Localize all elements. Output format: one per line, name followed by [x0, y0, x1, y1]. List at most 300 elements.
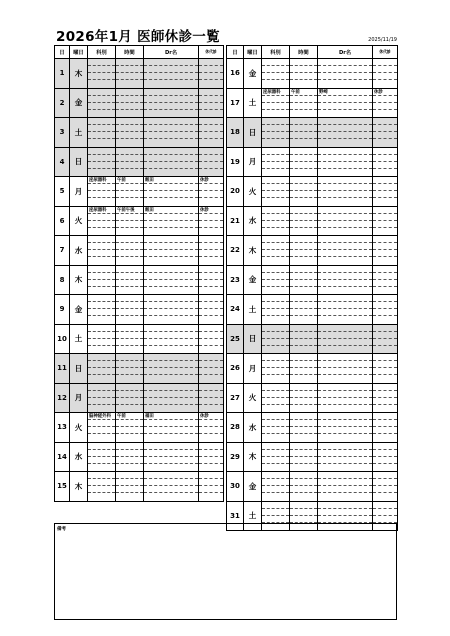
dept-cell[interactable]: [262, 354, 290, 384]
entry-line: [318, 346, 372, 353]
entry-line: [318, 472, 372, 479]
dept-cell[interactable]: [262, 324, 290, 354]
weekday: 金: [70, 88, 88, 118]
entry-line: [88, 405, 115, 412]
entry-line: [199, 73, 223, 80]
entry-line: [88, 316, 115, 323]
entry-line: [116, 391, 143, 398]
entry-line: [199, 346, 223, 353]
time-cell[interactable]: [290, 472, 318, 502]
entry-line: [144, 169, 198, 176]
day-row: [55, 206, 224, 236]
entry-line: [144, 457, 198, 464]
dept-cell[interactable]: [262, 59, 290, 89]
entry-line: [144, 332, 198, 339]
entry-line: [318, 398, 372, 405]
entry-line: [144, 450, 198, 457]
doctor-cell[interactable]: [144, 177, 199, 207]
doctor-cell[interactable]: [144, 324, 199, 354]
entry-line: [262, 221, 289, 228]
header-time: 時間: [116, 46, 144, 59]
time-cell[interactable]: [116, 118, 144, 148]
entry-line: [199, 273, 223, 280]
doctor-cell[interactable]: [144, 118, 199, 148]
dept-cell[interactable]: [88, 295, 116, 325]
entry-line: [318, 148, 372, 155]
time-cell[interactable]: [290, 442, 318, 472]
status-cell[interactable]: [199, 265, 224, 295]
doctor-cell[interactable]: [318, 147, 373, 177]
doctor-cell[interactable]: [318, 295, 373, 325]
entry-line: [373, 368, 397, 375]
entry-line: [144, 132, 198, 139]
dept-cell[interactable]: [262, 265, 290, 295]
entry-line: [144, 346, 198, 353]
dept-cell[interactable]: [262, 118, 290, 148]
doctor-cell[interactable]: [318, 413, 373, 443]
status-cell[interactable]: [199, 236, 224, 266]
entry-line: [144, 354, 198, 361]
entry-line: [144, 162, 198, 169]
entry-line: [373, 434, 397, 441]
entry-line: [116, 295, 143, 302]
entry-line: [116, 325, 143, 332]
entry-line: [290, 177, 317, 184]
day-number: 27: [227, 383, 244, 413]
time-cell[interactable]: [116, 472, 144, 502]
doctor-cell[interactable]: [318, 383, 373, 413]
entry-line: [290, 198, 317, 205]
entry-line: [88, 191, 115, 198]
entry-line: [88, 479, 115, 486]
entry-line: [144, 339, 198, 346]
entry-line: [144, 493, 198, 500]
entry-line: [262, 80, 289, 87]
entry-line: [318, 191, 372, 198]
entry-line: [318, 257, 372, 264]
entry-line: [262, 325, 289, 332]
time-cell[interactable]: [290, 265, 318, 295]
status-cell[interactable]: [373, 206, 398, 236]
time-cell[interactable]: [290, 177, 318, 207]
doctor-cell[interactable]: [318, 442, 373, 472]
entry-line: [318, 155, 372, 162]
entry-line: [373, 236, 397, 243]
entry-line: [199, 309, 223, 316]
doctor-cell[interactable]: [144, 265, 199, 295]
weekday: 木: [70, 59, 88, 89]
entry-line: [88, 368, 115, 375]
dept-cell[interactable]: [88, 147, 116, 177]
entry-line: [144, 464, 198, 471]
entry-line: [318, 361, 372, 368]
day-row: [227, 177, 398, 207]
entry-dept: 脳神経外科: [88, 413, 115, 420]
status-cell[interactable]: [199, 88, 224, 118]
time-cell[interactable]: [290, 147, 318, 177]
status-cell[interactable]: [373, 147, 398, 177]
status-cell[interactable]: [373, 265, 398, 295]
entry-line: [262, 207, 289, 214]
day-number: 29: [227, 442, 244, 472]
dept-cell[interactable]: [88, 265, 116, 295]
status-cell[interactable]: [199, 354, 224, 384]
notes-box[interactable]: [54, 523, 397, 620]
day-row: [227, 383, 398, 413]
entry-line: [290, 398, 317, 405]
status-cell[interactable]: [373, 118, 398, 148]
entry-line: [116, 198, 143, 205]
entry-status: 休診: [373, 89, 397, 96]
entry-line: [88, 302, 115, 309]
time-cell[interactable]: [290, 59, 318, 89]
status-cell[interactable]: [199, 324, 224, 354]
time-cell[interactable]: [116, 442, 144, 472]
dept-cell[interactable]: [88, 383, 116, 413]
doctor-cell[interactable]: [144, 413, 199, 443]
entry-line: [199, 191, 223, 198]
time-cell[interactable]: [116, 354, 144, 384]
entry-line: [290, 464, 317, 471]
dept-cell[interactable]: [88, 324, 116, 354]
header-doctor: Dr名: [144, 46, 199, 59]
dept-cell[interactable]: [262, 472, 290, 502]
entry-line: [290, 472, 317, 479]
doctor-cell[interactable]: [144, 147, 199, 177]
time-cell[interactable]: [290, 383, 318, 413]
time-cell[interactable]: [116, 295, 144, 325]
entry-line: [88, 214, 115, 221]
weekday: 土: [70, 324, 88, 354]
dept-cell[interactable]: [88, 88, 116, 118]
entry-line: [290, 295, 317, 302]
status-cell[interactable]: [373, 295, 398, 325]
entry-line: [318, 66, 372, 73]
entry-line: [373, 493, 397, 500]
header-dept: 科別: [262, 46, 290, 59]
entry-line: [262, 214, 289, 221]
day-number: 12: [55, 383, 70, 413]
doctor-cell[interactable]: [318, 206, 373, 236]
time-cell[interactable]: [290, 295, 318, 325]
doctor-cell[interactable]: [318, 88, 373, 118]
doctor-cell[interactable]: [318, 265, 373, 295]
time-cell[interactable]: [116, 206, 144, 236]
entry-line: [199, 486, 223, 493]
entry-line: [144, 110, 198, 117]
entry-line: [199, 66, 223, 73]
entry-line: [318, 391, 372, 398]
day-number: 17: [227, 88, 244, 118]
entry-line: [262, 413, 289, 420]
status-cell[interactable]: [199, 472, 224, 502]
doctor-cell[interactable]: [318, 354, 373, 384]
status-cell[interactable]: [373, 472, 398, 502]
entry-line: [116, 302, 143, 309]
entry-line: [290, 420, 317, 427]
entry-line: [262, 177, 289, 184]
entry-line: [262, 110, 289, 117]
entry-line: [290, 96, 317, 103]
entry-line: [318, 302, 372, 309]
status-cell[interactable]: [373, 413, 398, 443]
entry-line: [262, 472, 289, 479]
entry-line: [318, 287, 372, 294]
dept-cell[interactable]: [262, 413, 290, 443]
entry-line: [373, 177, 397, 184]
day-row: [227, 59, 398, 89]
entry-line: [373, 125, 397, 132]
dept-cell[interactable]: [262, 295, 290, 325]
status-cell[interactable]: [373, 442, 398, 472]
dept-cell[interactable]: [262, 147, 290, 177]
status-cell[interactable]: [373, 324, 398, 354]
status-cell[interactable]: [199, 59, 224, 89]
entry-line: [373, 257, 397, 264]
dept-cell[interactable]: [88, 413, 116, 443]
entry-line: [144, 287, 198, 294]
doctor-cell[interactable]: [144, 59, 199, 89]
time-cell[interactable]: [116, 88, 144, 118]
dept-cell[interactable]: [88, 206, 116, 236]
entry-line: [373, 316, 397, 323]
entry-line: [88, 295, 115, 302]
entry-line: [199, 450, 223, 457]
day-row: [55, 118, 224, 148]
entry-line: [262, 125, 289, 132]
weekday: 木: [70, 265, 88, 295]
doctor-cell[interactable]: [318, 118, 373, 148]
status-cell[interactable]: [199, 206, 224, 236]
entry-line: [373, 214, 397, 221]
entry-line: [318, 354, 372, 361]
entry-line: [88, 80, 115, 87]
time-cell[interactable]: [290, 354, 318, 384]
doctor-cell[interactable]: [144, 236, 199, 266]
doctor-cell[interactable]: [144, 383, 199, 413]
time-cell[interactable]: [290, 88, 318, 118]
time-cell[interactable]: [116, 177, 144, 207]
time-cell[interactable]: [290, 236, 318, 266]
weekday: 火: [70, 413, 88, 443]
entry-line: [116, 316, 143, 323]
entry-line: [262, 509, 289, 516]
entry-line: [199, 118, 223, 125]
status-cell[interactable]: [373, 236, 398, 266]
day-row: [55, 177, 224, 207]
dept-cell[interactable]: [262, 88, 290, 118]
entry-line: [144, 280, 198, 287]
entry-line: [116, 398, 143, 405]
time-cell[interactable]: [116, 324, 144, 354]
entry-line: [262, 273, 289, 280]
status-cell[interactable]: [373, 88, 398, 118]
entry-line: [262, 443, 289, 450]
entry-line: [262, 398, 289, 405]
entry-line: [373, 59, 397, 66]
time-cell[interactable]: [116, 265, 144, 295]
dept-cell[interactable]: [262, 177, 290, 207]
dept-cell[interactable]: [88, 59, 116, 89]
entry-line: [290, 66, 317, 73]
day-row: [227, 295, 398, 325]
entry-line: [318, 207, 372, 214]
entry-line: [262, 66, 289, 73]
entry-line: [116, 59, 143, 66]
status-cell[interactable]: [373, 177, 398, 207]
entry-line: [116, 464, 143, 471]
entry-line: [199, 266, 223, 273]
day-number: 28: [227, 413, 244, 443]
status-cell[interactable]: [199, 383, 224, 413]
entry-time: 午前午後: [116, 207, 143, 214]
entry-line: [262, 250, 289, 257]
entry-line: [88, 73, 115, 80]
status-cell[interactable]: [199, 295, 224, 325]
time-cell[interactable]: [116, 236, 144, 266]
entry-line: [199, 427, 223, 434]
doctor-cell[interactable]: [144, 354, 199, 384]
entry-line: [290, 325, 317, 332]
doctor-cell[interactable]: [144, 442, 199, 472]
time-cell[interactable]: [290, 324, 318, 354]
entry-line: [199, 89, 223, 96]
dept-cell[interactable]: [88, 118, 116, 148]
doctor-cell[interactable]: [144, 88, 199, 118]
entry-line: [262, 346, 289, 353]
entry-line: [199, 361, 223, 368]
entry-line: [373, 66, 397, 73]
entry-line: [116, 243, 143, 250]
entry-line: [290, 405, 317, 412]
doctor-cell[interactable]: [144, 206, 199, 236]
status-cell[interactable]: [199, 177, 224, 207]
doctor-cell[interactable]: [318, 59, 373, 89]
dept-cell[interactable]: [88, 472, 116, 502]
entry-line: [199, 96, 223, 103]
entry-line: [290, 139, 317, 146]
entry-line: [373, 398, 397, 405]
status-cell[interactable]: [199, 147, 224, 177]
entry-line: [290, 266, 317, 273]
entry-line: [262, 486, 289, 493]
entry-line: [318, 118, 372, 125]
doctor-cell[interactable]: [318, 177, 373, 207]
entry-line: [199, 325, 223, 332]
entry-status: 休診: [199, 177, 223, 184]
weekday: 火: [70, 206, 88, 236]
time-cell[interactable]: [116, 383, 144, 413]
entry-line: [290, 73, 317, 80]
time-cell[interactable]: [116, 413, 144, 443]
status-cell[interactable]: [373, 59, 398, 89]
entry-line: [88, 493, 115, 500]
time-cell[interactable]: [290, 206, 318, 236]
day-row: [55, 354, 224, 384]
entry-line: [262, 169, 289, 176]
entry-line: [373, 457, 397, 464]
status-cell[interactable]: [373, 383, 398, 413]
entry-line: [116, 287, 143, 294]
entry-line: [88, 155, 115, 162]
weekday: 水: [244, 206, 262, 236]
header-dept: 科別: [88, 46, 116, 59]
entry-line: [290, 287, 317, 294]
entry-line: [88, 346, 115, 353]
entry-line: [199, 354, 223, 361]
weekday: 水: [70, 442, 88, 472]
schedule-table-left: [54, 45, 224, 502]
entry-line: [144, 96, 198, 103]
time-cell[interactable]: [116, 59, 144, 89]
entry-line: [290, 221, 317, 228]
entry-line: [373, 516, 397, 523]
entry-line: [116, 139, 143, 146]
entry-line: [88, 59, 115, 66]
dept-cell[interactable]: [88, 354, 116, 384]
entry-line: [373, 103, 397, 110]
entry-line: [373, 184, 397, 191]
entry-line: [144, 139, 198, 146]
weekday: 金: [244, 265, 262, 295]
day-row: [227, 472, 398, 502]
doctor-cell[interactable]: [318, 472, 373, 502]
entry-line: [88, 457, 115, 464]
entry-status: 休診: [199, 413, 223, 420]
entry-line: [199, 250, 223, 257]
entry-line: [144, 361, 198, 368]
dept-cell[interactable]: [88, 177, 116, 207]
day-number: 22: [227, 236, 244, 266]
doctor-cell[interactable]: [144, 295, 199, 325]
status-cell[interactable]: [199, 442, 224, 472]
dept-cell[interactable]: [88, 236, 116, 266]
dept-cell[interactable]: [88, 442, 116, 472]
entry-doctor: 野崎: [318, 89, 372, 96]
time-cell[interactable]: [290, 413, 318, 443]
entry-line: [318, 332, 372, 339]
time-cell[interactable]: [116, 147, 144, 177]
doctor-cell[interactable]: [318, 236, 373, 266]
entry-line: [290, 103, 317, 110]
entry-line: [144, 266, 198, 273]
dept-cell[interactable]: [262, 383, 290, 413]
entry-line: [116, 375, 143, 382]
dept-cell[interactable]: [262, 236, 290, 266]
entry-line: [373, 221, 397, 228]
entry-line: [116, 110, 143, 117]
entry-line: [262, 450, 289, 457]
entry-line: [144, 472, 198, 479]
entry-line: [199, 398, 223, 405]
entry-line: [144, 479, 198, 486]
doctor-cell[interactable]: [318, 324, 373, 354]
entry-line: [373, 391, 397, 398]
entry-line: [88, 198, 115, 205]
status-cell[interactable]: [199, 413, 224, 443]
status-cell[interactable]: [199, 118, 224, 148]
doctor-cell[interactable]: [144, 472, 199, 502]
status-cell[interactable]: [373, 354, 398, 384]
dept-cell[interactable]: [262, 442, 290, 472]
entry-line: [318, 295, 372, 302]
entry-line: [88, 464, 115, 471]
entry-line: [116, 125, 143, 132]
time-cell[interactable]: [290, 118, 318, 148]
dept-cell[interactable]: [262, 206, 290, 236]
entry-line: [290, 413, 317, 420]
entry-line: [144, 221, 198, 228]
